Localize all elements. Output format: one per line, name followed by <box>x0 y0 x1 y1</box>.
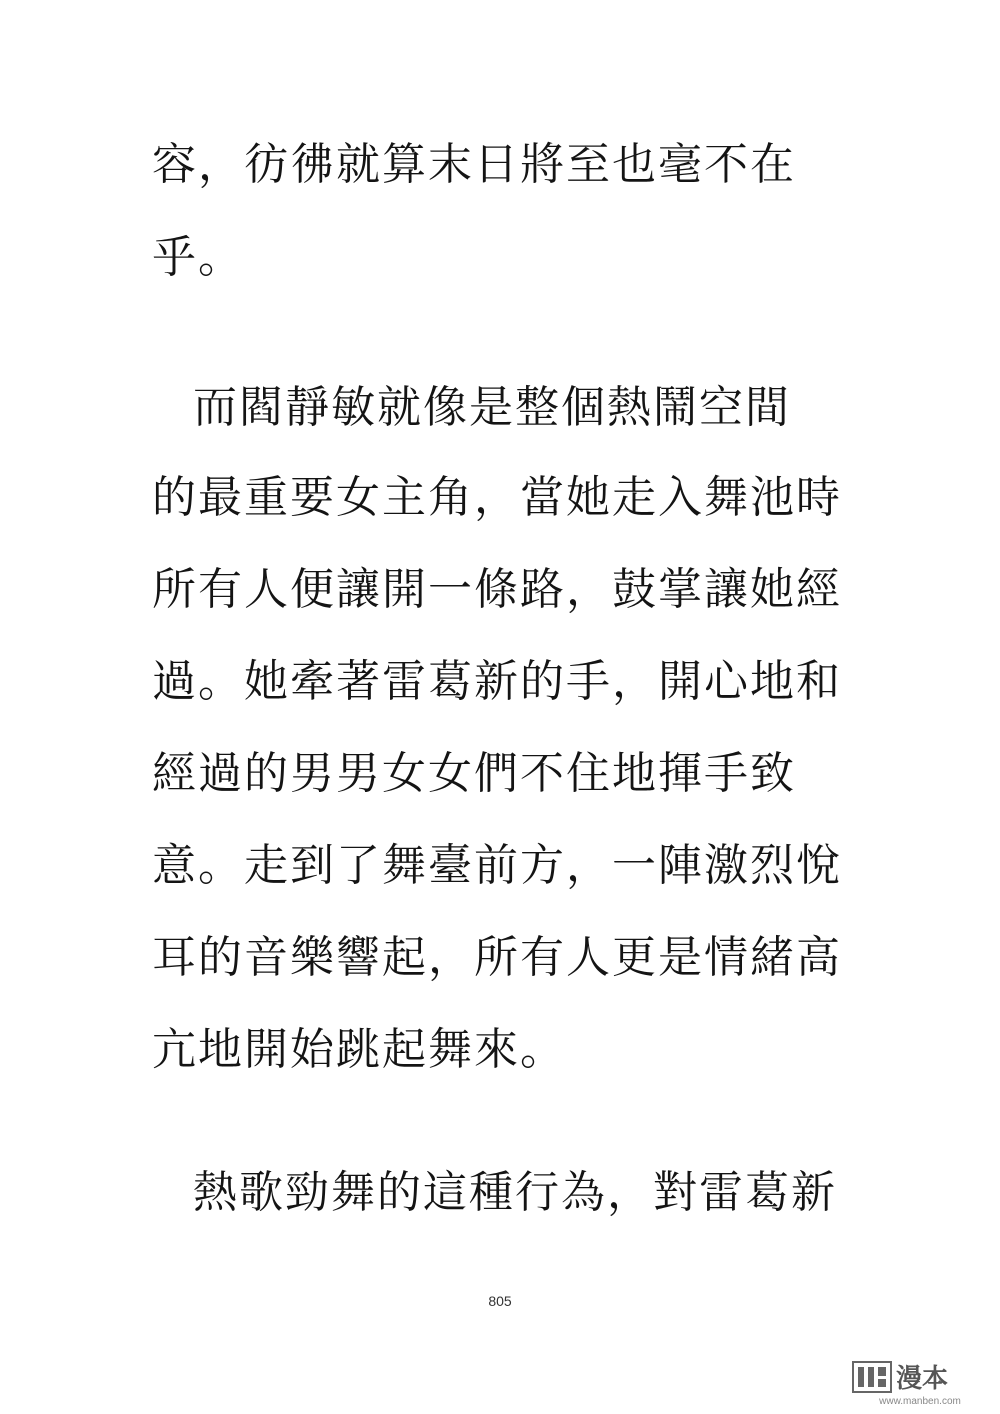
text-line: 亢地開始跳起舞來。 <box>152 1024 566 1075</box>
text-line: 容，彷彿就算末日將至也毫不在 <box>152 139 796 190</box>
svg-text:漫本: 漫本 <box>896 1364 949 1394</box>
text-line: 耳的音樂響起，所有人更是情緒高 <box>152 932 842 983</box>
text-line: 而閻靜敏就像是整個熱鬧空間 <box>193 382 791 433</box>
text-line: 乎。 <box>152 232 244 283</box>
page-number: 805 <box>488 1293 512 1309</box>
text-line: 熱歌勁舞的這種行為，對雷葛新 <box>193 1167 837 1218</box>
manben-logo-icon <box>852 1360 988 1394</box>
watermark-url: www.manben.com <box>879 1396 961 1407</box>
text-line: 的最重要女主角，當她走入舞池時 <box>152 472 842 523</box>
text-line: 經過的男男女女們不住地揮手致 <box>152 748 796 799</box>
text-line: 所有人便讓開一條路，鼓掌讓她經 <box>152 564 842 615</box>
text-line: 意。走到了舞臺前方，一陣激烈悅 <box>152 840 842 891</box>
text-line: 過。她牽著雷葛新的手，開心地和 <box>152 656 842 707</box>
watermark <box>852 1360 988 1408</box>
